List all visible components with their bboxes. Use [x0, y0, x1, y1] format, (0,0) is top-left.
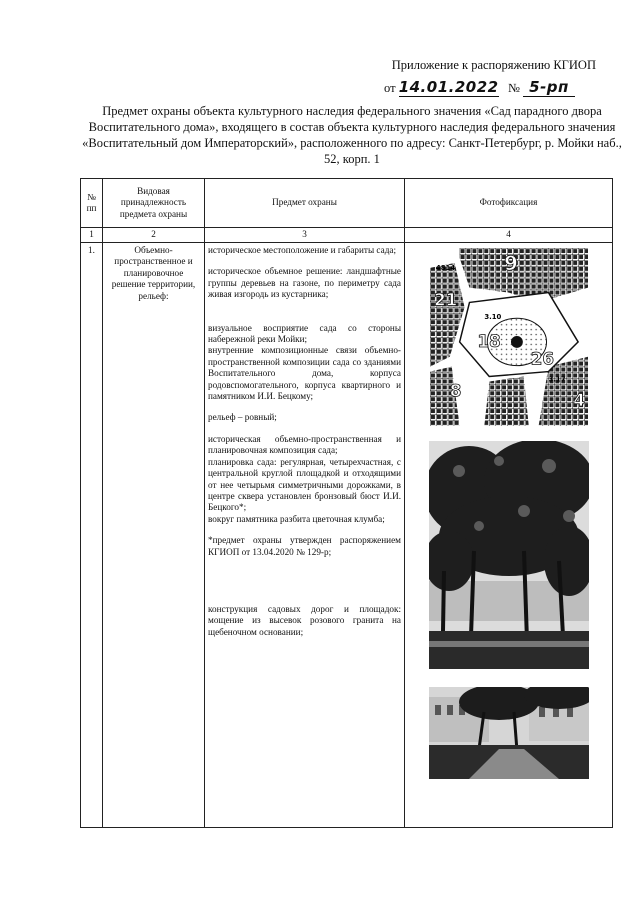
item-volume: историческое объемное решение: ландшафтные группы деревьев на газоне, по периметру сада живая изгородь из кустарника; — [208, 266, 401, 300]
document-header — [384, 58, 596, 96]
courtyard-paths-photo — [429, 687, 589, 779]
row-items — [205, 243, 405, 828]
row-number: 1. — [81, 243, 103, 828]
col-num-4: 4 — [405, 228, 613, 243]
handwritten-number: 5-рп — [523, 78, 575, 97]
plan-label: 4814 — [435, 263, 455, 272]
plan-label: 3.10 — [483, 313, 501, 322]
protection-table — [80, 178, 613, 828]
table-header-row — [81, 179, 613, 228]
item-flowerbed: вокруг памятника разбита цветочная клумба; — [208, 513, 385, 524]
item-historic-composition: историческая объемно-пространственная и планировочная композиция сада; — [208, 433, 401, 456]
plan-label: 21 — [433, 289, 457, 310]
col-header-photo: Фотофиксация — [405, 179, 613, 228]
photo-column — [405, 243, 613, 828]
col-num-2: 2 — [103, 228, 205, 243]
item-visual: визуальное восприятие сада со стороны набережной реки Мойки; — [208, 322, 401, 345]
item-location: историческое местоположение и габариты сада; — [208, 245, 396, 255]
garden-trees-photo — [429, 441, 589, 669]
number-sign: № — [507, 81, 520, 95]
handwritten-date: 14.01.2022 — [398, 78, 499, 96]
plan-label: 26 — [530, 348, 554, 369]
table-row — [81, 243, 613, 828]
site-plan-image — [430, 247, 588, 427]
plan-label: 4 — [572, 390, 585, 411]
col-header-type: Видовая принадлежность предмета охраны — [103, 179, 205, 228]
col-header-number: № пп — [81, 179, 103, 228]
col-num-1: 1 — [81, 228, 103, 243]
document-title: Предмет охраны объекта культурного наследия федерального значения «Сад парадного двора Воспитательного дома», входящего в состав объекта культурного наследия федерального значения «Воспитательный дом Императорский», расположенного по адресу: Санкт-Петербург, р. Мойки наб., 52, корп. 1 — [82, 104, 622, 166]
plan-label: 18 — [476, 330, 501, 351]
row-type: Объемно-пространственное и планировочное решение территории, рельеф: — [103, 243, 205, 828]
col-num-3: 3 — [205, 228, 405, 243]
appendix-line: Приложение к распоряжению КГИОП — [391, 58, 596, 72]
plan-label: 8 — [449, 380, 461, 401]
plan-label: 3.17 — [548, 375, 566, 384]
item-footnote: *предмет охраны утвержден распоряжением КГИОП от 13.04.2020 № 129-р; — [208, 535, 401, 557]
item-layout: планировка сада: регулярная, четырехчастная, с центральной круглой площадкой и отходящими от нее четырьмя симметричными дорожками, в центре сквера установлен бронзовый бюст И.И. Бецкого*; — [208, 456, 401, 513]
item-composition-links: внутренние композиционные связи объемно-пространственной композиции сада со зданиями Воспитательного дома, корпуса родовспомогательного, корпуса квартирного и памятником И.И. Бецкому; — [208, 345, 401, 402]
item-paths: конструкция садовых дорог и площадок: мощение из высевок розового гранита на щебеночном основании; — [208, 603, 401, 637]
decree-line — [384, 78, 596, 97]
ot-label: от — [384, 81, 396, 95]
column-number-row — [81, 228, 613, 243]
plan-label: 9 — [503, 251, 518, 275]
col-header-subject: Предмет охраны — [205, 179, 405, 228]
item-relief: рельеф – ровный; — [208, 412, 277, 423]
